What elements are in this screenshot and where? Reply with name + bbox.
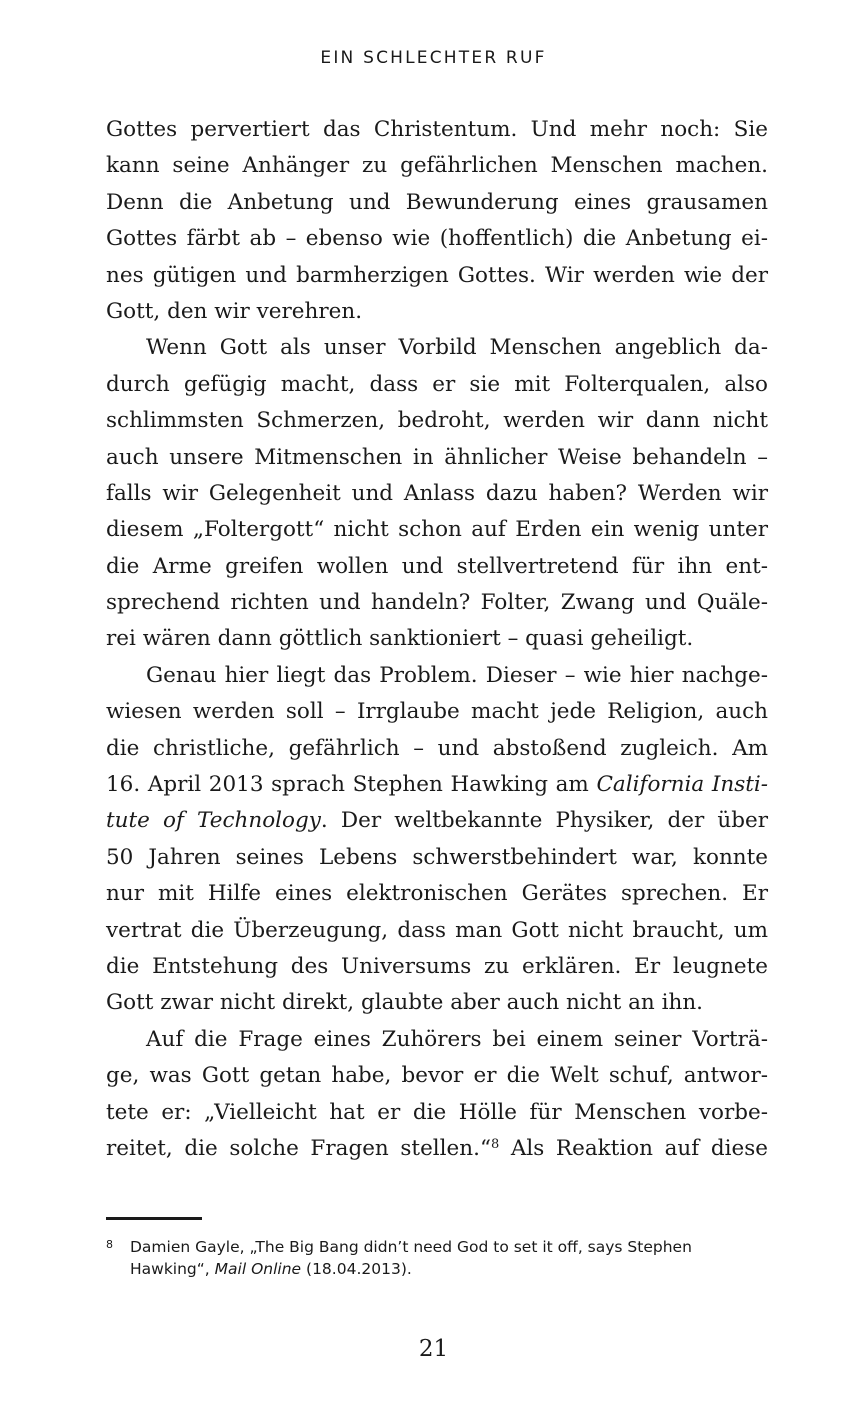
text-line: die Arme greifen wollen und stellvertretend für ihn ent-	[106, 553, 768, 579]
body-text	[106, 112, 768, 1167]
text-line	[106, 767, 768, 803]
text-line: die Entstehung des Universums zu erklären. Er leugnete	[106, 953, 768, 979]
text-line: sprechend richten und handeln? Folter, Zwang und Quäle-	[106, 590, 768, 616]
footnote-number: 8	[106, 1238, 113, 1251]
text-line: wiesen werden soll – Irrglaube macht jede Religion, auch	[106, 699, 768, 725]
footnote-line: Damien Gayle, „The Big Bang didn’t need God to set it off, says Stephen	[130, 1238, 692, 1256]
footnote-line	[130, 1258, 768, 1280]
text-run: 16. April 2013 sprach Stephen Hawking am	[106, 772, 597, 798]
text-line: diesem „Foltergott“ nicht schon auf Erden ein wenig unter	[106, 517, 768, 543]
footnote-reference: 8	[490, 1136, 500, 1152]
footnote	[106, 1236, 768, 1280]
text-line: rei wären dann göttlich sanktioniert – quasi geheiligt.	[106, 626, 694, 652]
text-line: Genau hier liegt das Problem. Dieser – wie hier nachge-	[146, 662, 768, 688]
footnote-body	[130, 1236, 768, 1280]
text-line: die christliche, gefährlich – und abstoßend zugleich. Am	[106, 735, 768, 761]
text-line	[106, 1131, 768, 1167]
text-line: Denn die Anbetung und Bewunderung eines grausamen	[106, 189, 768, 215]
text-line: tete er: „Vielleicht hat er die Hölle für Menschen vorbe-	[106, 1099, 768, 1125]
page-number: 21	[418, 1336, 449, 1362]
text-line: auch unsere Mitmenschen in ähnlicher Weise behandeln –	[106, 444, 768, 470]
text-line: vertrat die Überzeugung, dass man Gott nicht braucht, um	[106, 917, 768, 943]
text-line: nes gütigen und barmherzigen Gottes. Wir werden wie der	[106, 262, 768, 288]
text-line: Wenn Gott als unser Vorbild Menschen angeblich da-	[146, 335, 768, 361]
text-run: Hawking“,	[130, 1260, 215, 1278]
text-line: ge, was Gott getan habe, bevor er die Welt schuf, antwor-	[106, 1063, 768, 1089]
text-line: Auf die Frage eines Zuhörers bei einem seiner Vorträ-	[146, 1026, 768, 1052]
italic-title-caltech: tute of Technology	[106, 808, 321, 834]
text-line: 50 Jahren seines Lebens schwerstbehindert war, konnte	[106, 844, 768, 870]
text-line: Gott zwar nicht direkt, glaubte aber auch nicht an ihn.	[106, 990, 704, 1016]
text-line: falls wir Gelegenheit und Anlass dazu haben? Werden wir	[106, 480, 768, 506]
text-line: kann seine Anhänger zu gefährlichen Menschen machen.	[106, 153, 768, 179]
text-run: reitet, die solche Fragen stellen.“	[106, 1135, 491, 1161]
text-line: nur mit Hilfe eines elektronischen Gerätes sprechen. Er	[106, 881, 768, 907]
text-line: Gottes pervertiert das Christentum. Und mehr noch: Sie	[106, 117, 768, 142]
text-run: Als Reaktion auf diese	[499, 1135, 768, 1161]
text-line	[106, 803, 768, 839]
text-run: (18.04.2013).	[301, 1260, 412, 1278]
italic-source-title: Mail Online	[214, 1260, 302, 1278]
text-line: durch gefügig macht, dass er sie mit Folterqualen, also	[106, 371, 768, 397]
text-line: schlimmsten Schmerzen, bedroht, werden wir dann nicht	[106, 408, 768, 434]
footnote-separator	[106, 1217, 202, 1220]
text-line: Gottes färbt ab – ebenso wie (hoffentlich) die Anbetung ei-	[106, 226, 768, 252]
running-head: EIN SCHLECHTER RUF	[320, 48, 547, 68]
italic-title-caltech: California Insti-	[596, 772, 769, 798]
text-line: Gott, den wir verehren.	[106, 298, 363, 324]
text-run: . Der weltbekannte Physiker, der über	[320, 808, 768, 834]
